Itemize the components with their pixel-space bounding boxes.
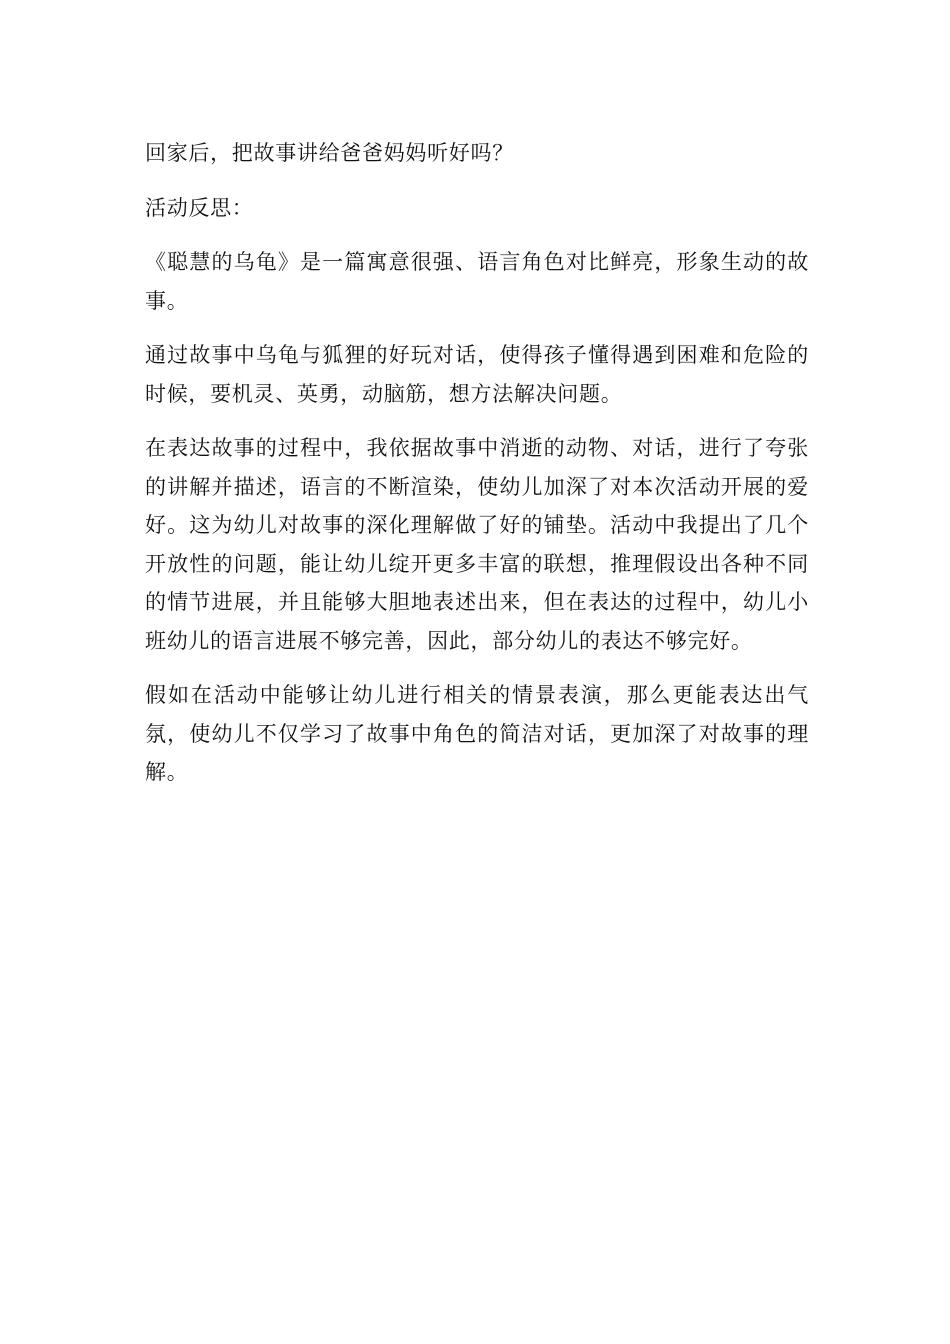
paragraph-teaching-process: 在表达故事的过程中，我依据故事中消逝的动物、对话，进行了夸张的讲解并描述，语言的不断渲染，使幼儿加深了对本次活动开展的爱好。这为幼儿对故事的深化理解做了好的铺垫。活动中我提出了几个开放性的问题，能让幼儿绽开更多丰富的联想，推理假设出各种不同的情节进展，并且能够大胆地表述出来，但在表达的过程中，幼儿小班幼儿的语言进展不够完善，因此，部分幼儿的表达不够完好。 [145, 436, 809, 653]
paragraph-dialogue-lesson: 通过故事中乌龟与狐狸的好玩对话，使得孩子懂得遇到困难和危险的时候，要机灵、英勇，动脑筋，想方法解决问题。 [145, 343, 809, 406]
paragraph-closing-question: 回家后，把故事讲给爸爸妈妈听好吗？ [145, 141, 514, 165]
document-body [145, 134, 809, 808]
paragraph-improvement: 假如在活动中能够让幼儿进行相关的情景表演，那么更能表达出气氛，使幼儿不仅学习了故事中角色的简洁对话，更加深了对故事的理解。 [145, 683, 809, 784]
paragraph-reflection-heading: 活动反思： [145, 195, 254, 220]
paragraph-story-summary: 《聪慧的乌龟》是一篇寓意很强、语言角色对比鲜亮，形象生动的故事。 [145, 250, 809, 313]
